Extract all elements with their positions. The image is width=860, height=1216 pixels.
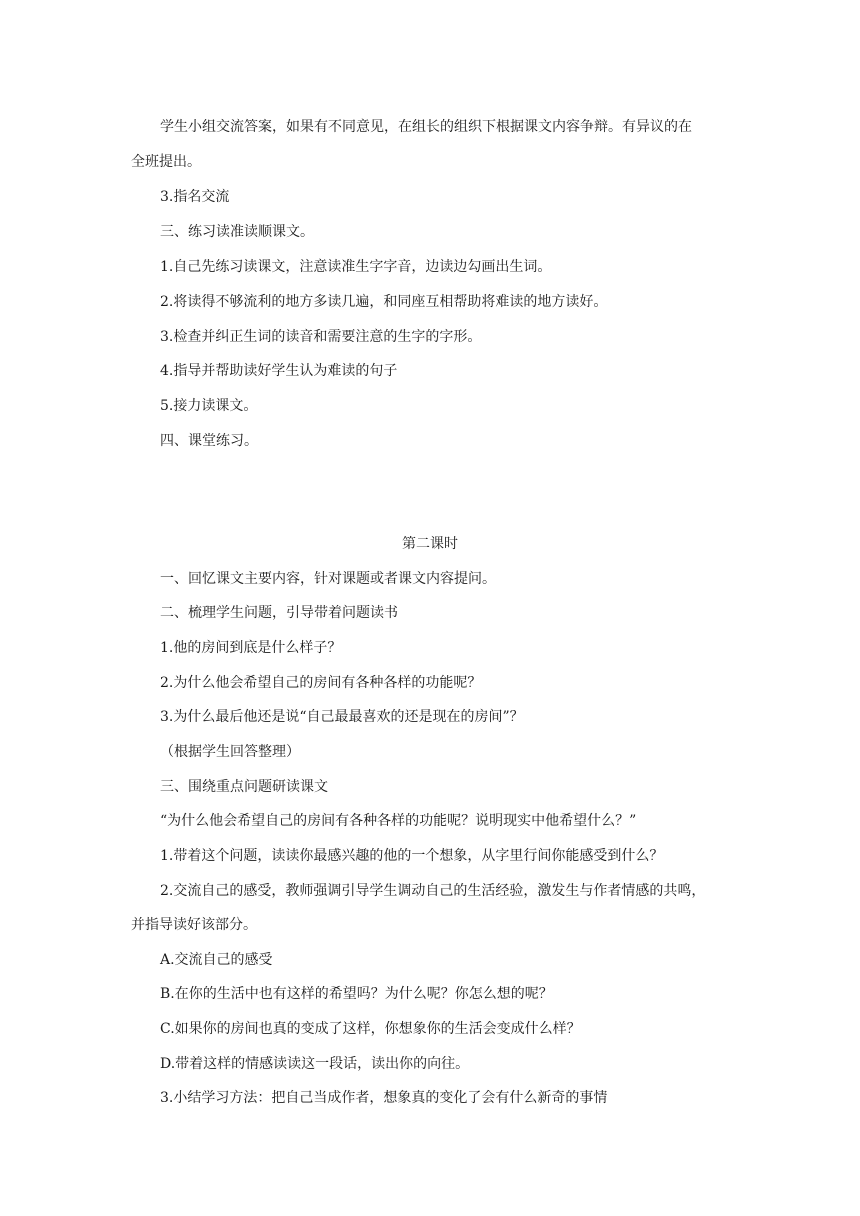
- list-item: 5.接力读课文。: [160, 398, 258, 414]
- list-item: A.交流自己的感受: [160, 952, 273, 968]
- section-heading: 三、围绕重点问题研读课文: [160, 779, 328, 795]
- section-heading: 三、练习读准读顺课文。: [160, 224, 314, 240]
- paragraph-line: 全班提出。: [131, 154, 201, 170]
- list-item: 4.指导并帮助读好学生认为难读的句子: [160, 363, 398, 379]
- paragraph-line: 并指导读好该部分。: [131, 917, 257, 933]
- section-heading: 四、课堂练习。: [160, 433, 258, 449]
- list-item: 2.交流自己的感受，教师强调引导学生调动自己的生活经验，激发生与作者情感的共鸣，: [160, 883, 706, 899]
- section-heading: 二、梳理学生问题，引导带着问题读书: [160, 605, 398, 621]
- list-item: 2.将读得不够流利的地方多读几遍，和同座互相帮助将难读的地方读好。: [160, 294, 608, 310]
- list-item: B.在你的生活中也有这样的希望吗？为什么呢？你怎么想的呢？: [160, 986, 553, 1002]
- paragraph-line: 3.指名交流: [160, 189, 230, 205]
- list-item: D.带着这样的情感读读这一段话，读出你的向往。: [160, 1056, 470, 1072]
- list-item: 1.自己先练习读课文，注意读准生字字音，边读边勾画出生词。: [160, 259, 552, 275]
- quote-line: “为什么他会希望自己的房间有各种各样的功能呢？说明现实中他希望什么？”: [160, 813, 637, 829]
- list-item: 3.检查并纠正生词的读音和需要注意的生字的字形。: [160, 329, 482, 345]
- paragraph-line: 学生小组交流答案，如果有不同意见，在组长的组织下根据课文内容争辩。有异议的在: [160, 119, 692, 135]
- list-item: 3.小结学习方法：把自己当成作者，想象真的变化了会有什么新奇的事情: [160, 1090, 608, 1106]
- list-item: 2.为什么他会希望自己的房间有各种各样的功能呢？: [160, 675, 482, 691]
- list-item: C.如果你的房间也真的变成了这样，你想象你的生活会变成什么样？: [160, 1021, 581, 1037]
- paragraph-line: （根据学生回答整理）: [160, 744, 300, 760]
- section-heading: 一、回忆课文主要内容，针对课题或者课文内容提问。: [160, 571, 496, 587]
- list-item: 1.带着这个问题，读读你最感兴趣的他的一个想象，从字里行间你能感受到什么？: [160, 848, 664, 864]
- list-item: 1.他的房间到底是什么样子？: [160, 640, 342, 656]
- list-item: 3.为什么最后他还是说“自己最最喜欢的还是现在的房间”？: [160, 709, 524, 725]
- section-title: 第二课时: [402, 536, 458, 552]
